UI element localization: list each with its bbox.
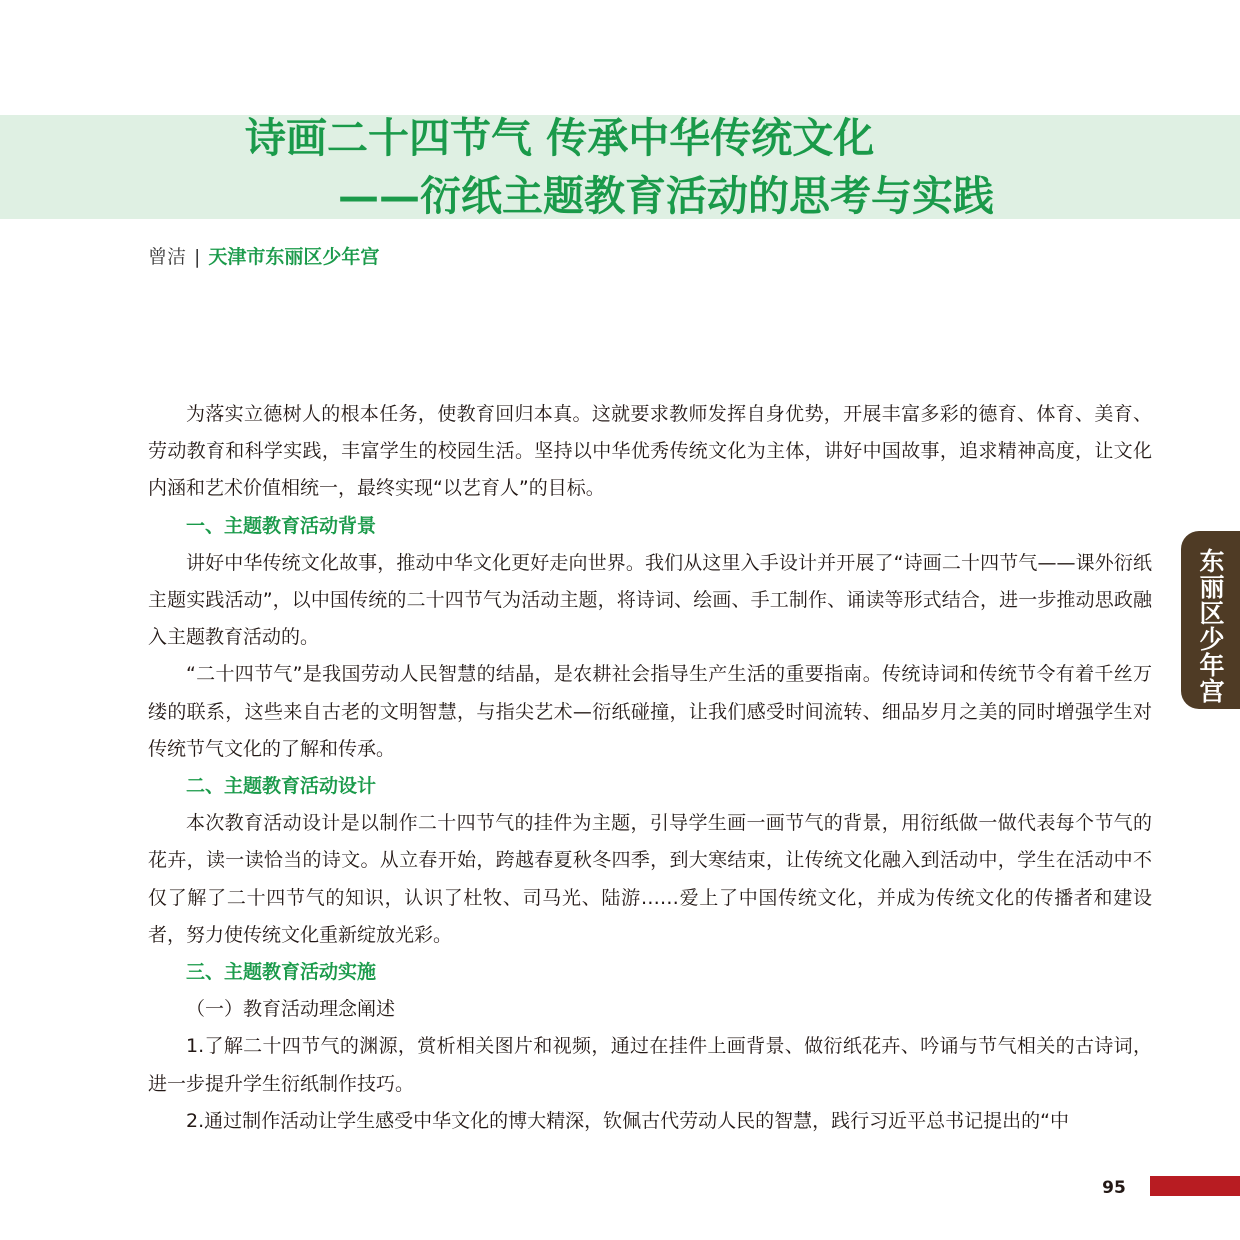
article-title: 诗画二十四节气 传承中华传统文化 xyxy=(245,114,875,162)
author-name: 曾洁 xyxy=(148,246,187,268)
byline-separator: | xyxy=(194,246,201,268)
paragraph-concept-2: 2.通过制作活动让学生感受中华文化的博大精深，钦佩古代劳动人民的智慧，践行习近平总书记提出的“中 xyxy=(186,1109,1069,1132)
paragraph-intro: 为落实立德树人的根本任务，使教育回归本真。这就要求教师发挥自身优势，开展丰富多彩的德育、体育、美育、劳动教育和科学实践，丰富学生的校园生活。坚持以中华优秀传统文化为主体，讲好中国故事，追求精神高度，让文化内涵和艺术价值相统一，最终实现“以艺育人”的目标。 xyxy=(148,403,1152,500)
article-subtitle: ——衍纸主题教育活动的思考与实践 xyxy=(338,172,994,220)
paragraph-concept-1: 1.了解二十四节气的渊源，赏析相关图片和视频，通过在挂件上画背景、做衍纸花卉、吟诵与节气相关的古诗词，进一步提升学生衍纸制作技巧。 xyxy=(148,1035,1152,1095)
page-number: 95 xyxy=(1102,1178,1126,1198)
paragraph-design: 本次教育活动设计是以制作二十四节气的挂件为主题，引导学生画一画节气的背景，用衍纸做一做代表每个节气的花卉，读一读恰当的诗文。从立春开始，跨越春夏秋冬四季，到大寒结束，让传统文化融入到活动中，学生在活动中不仅了解了二十四节气的知识，认识了杜牧、司马光、陆游……爱上了中国传统文化，并成为传统文化的传播者和建设者，努力使传统文化重新绽放光彩。 xyxy=(148,812,1152,946)
subsection-heading-concept: （一）教育活动理念阐述 xyxy=(186,998,396,1021)
paragraph-background-1: 讲好中华传统文化故事，推动中华文化更好走向世界。我们从这里入手设计并开展了“诗画二十四节气——课外衍纸主题实践活动”，以中国传统的二十四节气为活动主题，将诗词、绘画、手工制作、诵读等形式结合，进一步推动思政融入主题教育活动的。 xyxy=(148,551,1152,649)
paragraph-background-2: “二十四节气”是我国劳动人民智慧的结晶，是农耕社会指导生产生活的重要指南。传统诗词和传统节令有着千丝万缕的联系，这些来自古老的文明智慧，与指尖艺术—衍纸碰撞，让我们感受时间流转、细品岁月之美的同时增强学生对传统节气文化的了解和传承。 xyxy=(148,663,1152,760)
byline xyxy=(148,244,379,270)
section-heading-design: 二、主题教育活动设计 xyxy=(186,775,377,798)
section-heading-background: 一、主题教育活动背景 xyxy=(186,514,377,537)
author-organization: 天津市东丽区少年宫 xyxy=(208,246,380,268)
section-heading-implementation: 三、主题教育活动实施 xyxy=(186,961,377,984)
article-body xyxy=(148,396,1152,1140)
side-tab-label: 东丽区少年宫 xyxy=(1196,548,1225,704)
page-number-bar xyxy=(1150,1176,1240,1196)
